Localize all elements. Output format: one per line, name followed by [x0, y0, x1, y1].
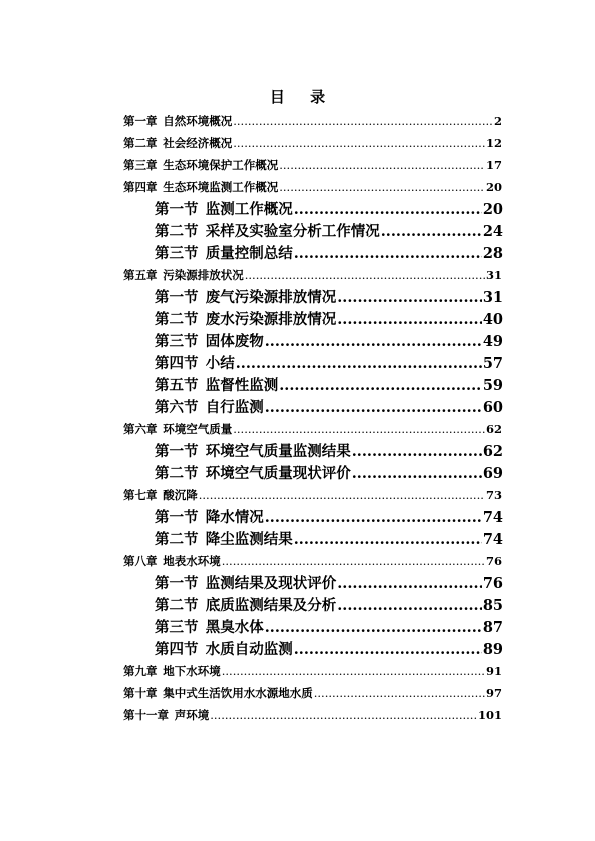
toc-entry-number: 第三节	[155, 333, 199, 350]
toc-leader-dots	[337, 575, 482, 592]
toc-entry-number: 第七章	[123, 488, 158, 502]
toc-entry-page: 49	[482, 333, 503, 350]
toc-leader-dots	[352, 465, 482, 482]
toc-entry-page: 40	[482, 311, 503, 328]
toc-entry-section[interactable]	[155, 638, 503, 659]
toc-entry-page: 12	[485, 136, 502, 150]
toc-entry-title: 地表水环境	[163, 554, 221, 568]
toc-leader-dots	[265, 619, 482, 636]
toc-entry-page: 60	[482, 399, 503, 416]
toc-leader-dots	[199, 488, 485, 502]
toc-entry-section[interactable]	[155, 440, 503, 461]
toc-entry-number: 第二节	[155, 597, 199, 614]
toc-entry-page: 74	[482, 509, 503, 526]
toc-entry-section[interactable]	[155, 396, 503, 417]
toc-leader-dots	[233, 136, 485, 150]
toc-entry-page: 17	[485, 158, 502, 172]
toc-entry-number: 第十章	[123, 686, 158, 700]
toc-entry-title: 降水情况	[205, 509, 264, 526]
toc-entry-title: 地下水环境	[163, 664, 221, 678]
toc-entry-section[interactable]	[155, 308, 503, 329]
toc-entry-page: 2	[493, 114, 502, 128]
toc-entry-page: 89	[482, 641, 503, 658]
toc-entry-number: 第四节	[155, 641, 199, 658]
toc-leader-dots	[294, 245, 482, 262]
toc-entry-number: 第一节	[155, 509, 199, 526]
toc-entry-number: 第九章	[123, 664, 158, 678]
toc-entry-title: 监测工作概况	[205, 201, 293, 218]
toc-entry-number: 第二章	[123, 136, 158, 150]
toc-entry-title: 底质监测结果及分析	[205, 597, 337, 614]
toc-entry-title: 黑臭水体	[205, 619, 264, 636]
toc-entry-number: 第二节	[155, 311, 199, 328]
toc-entry-number: 第八章	[123, 554, 158, 568]
toc-title: 目 录	[269, 88, 336, 106]
toc-entry-chapter-7[interactable]	[123, 487, 502, 503]
toc-entry-section[interactable]	[155, 330, 503, 351]
toc-entry-page: 76	[482, 575, 503, 592]
toc-entry-number: 第四章	[123, 180, 158, 194]
toc-entry-page: 62	[482, 443, 503, 460]
toc-entry-page: 74	[482, 531, 503, 548]
toc-entry-section[interactable]	[155, 572, 503, 593]
toc-entry-page: 31	[485, 268, 502, 282]
toc-entry-chapter-10[interactable]	[123, 685, 502, 701]
toc-entry-page: 59	[482, 377, 503, 394]
toc-entry-section[interactable]	[155, 594, 503, 615]
toc-entry-page: 69	[482, 465, 503, 482]
toc-entry-title: 固体废物	[205, 333, 264, 350]
toc-leader-dots	[222, 664, 485, 678]
toc-entry-page: 62	[485, 422, 502, 436]
toc-leader-dots	[233, 422, 485, 436]
toc-entry-chapter-2[interactable]	[123, 135, 502, 151]
toc-entry-page: 91	[485, 664, 502, 678]
toc-entry-number: 第六章	[123, 422, 158, 436]
toc-leader-dots	[337, 311, 482, 328]
toc-entry-number: 第五节	[155, 377, 199, 394]
toc-entry-chapter-11[interactable]	[123, 707, 502, 723]
toc-leader-dots	[381, 223, 482, 240]
toc-entry-page: 57	[482, 355, 503, 372]
toc-entry-title: 环境空气质量	[163, 422, 233, 436]
toc-leader-dots	[265, 509, 482, 526]
toc-entry-page: 20	[485, 180, 502, 194]
toc-entry-chapter-8[interactable]	[123, 553, 502, 569]
toc-entry-title: 监测结果及现状评价	[205, 575, 337, 592]
toc-entry-title: 自然环境概况	[163, 114, 233, 128]
toc-leader-dots	[279, 158, 485, 172]
toc-entry-title: 生态环境监测工作概况	[163, 180, 279, 194]
toc-entry-section[interactable]	[155, 198, 503, 219]
toc-leader-dots	[265, 399, 482, 416]
toc-entry-section[interactable]	[155, 374, 503, 395]
toc-leader-dots	[279, 377, 482, 394]
toc-leader-dots	[294, 201, 482, 218]
toc-entry-title: 污染源排放状况	[163, 268, 244, 282]
toc-entry-page: 76	[485, 554, 502, 568]
toc-leader-dots	[337, 597, 482, 614]
toc-leader-dots	[265, 333, 482, 350]
toc-entry-section[interactable]	[155, 528, 503, 549]
toc-entry-page: 97	[485, 686, 502, 700]
toc-leader-dots	[294, 531, 482, 548]
toc-entry-title: 废水污染源排放情况	[205, 311, 337, 328]
toc-entry-title: 降尘监测结果	[205, 531, 293, 548]
toc-entry-page: 28	[482, 245, 503, 262]
toc-leader-dots	[233, 114, 493, 128]
toc-entry-number: 第二节	[155, 531, 199, 548]
toc-entry-number: 第六节	[155, 399, 199, 416]
toc-entry-title: 采样及实验室分析工作情况	[205, 223, 380, 240]
toc-entry-chapter-6[interactable]	[123, 421, 502, 437]
toc-entry-section[interactable]	[155, 506, 503, 527]
toc-leader-dots	[314, 686, 485, 700]
toc-entry-section[interactable]	[155, 242, 503, 263]
toc-entry-section[interactable]	[155, 462, 503, 483]
toc-entry-number: 第一节	[155, 201, 199, 218]
toc-entry-chapter-3[interactable]	[123, 157, 502, 173]
toc-entry-number: 第三章	[123, 158, 158, 172]
toc-entry-section[interactable]	[155, 616, 503, 637]
toc-entry-page: 31	[482, 289, 503, 306]
toc-entry-page: 87	[482, 619, 503, 636]
toc-entry-number: 第一章	[123, 114, 158, 128]
toc-entry-chapter-5[interactable]	[123, 267, 502, 283]
toc-leader-dots	[337, 289, 482, 306]
toc-leader-dots	[352, 443, 482, 460]
toc-leader-dots	[222, 554, 485, 568]
toc-entry-title: 环境空气质量监测结果	[205, 443, 351, 460]
toc-entry-chapter-1[interactable]	[123, 113, 502, 129]
toc-entry-number: 第三节	[155, 245, 199, 262]
toc-leader-dots	[236, 355, 482, 372]
toc-entry-page: 85	[482, 597, 503, 614]
toc-entry-title: 生态环境保护工作概况	[163, 158, 279, 172]
toc-entry-section[interactable]	[155, 220, 503, 241]
toc-entry-page: 20	[482, 201, 503, 218]
toc-entry-title: 社会经济概况	[163, 136, 233, 150]
toc-entry-title: 集中式生活饮用水水源地水质	[163, 686, 313, 700]
toc-entry-chapter-4[interactable]	[123, 179, 502, 195]
toc-entry-page: 73	[485, 488, 502, 502]
toc-entry-chapter-9[interactable]	[123, 663, 502, 679]
toc-leader-dots	[245, 268, 485, 282]
toc-entry-page: 101	[477, 708, 502, 722]
toc-entry-title: 自行监测	[205, 399, 264, 416]
toc-leader-dots	[210, 708, 477, 722]
toc-entry-number: 第四节	[155, 355, 199, 372]
toc-entry-title: 废气污染源排放情况	[205, 289, 337, 306]
toc-entry-number: 第三节	[155, 619, 199, 636]
toc-entry-title: 监督性监测	[205, 377, 279, 394]
toc-entry-title: 小结	[205, 355, 235, 372]
toc-entry-number: 第二节	[155, 465, 199, 482]
toc-entry-section[interactable]	[155, 352, 503, 373]
toc-entry-title: 水质自动监测	[205, 641, 293, 658]
toc-entry-title: 声环境	[174, 708, 210, 722]
toc-entry-number: 第一节	[155, 443, 199, 460]
toc-leader-dots	[294, 641, 482, 658]
toc-entry-section[interactable]	[155, 286, 503, 307]
toc-entry-number: 第一节	[155, 289, 199, 306]
toc-entry-number: 第二节	[155, 223, 199, 240]
toc-entry-page: 24	[482, 223, 503, 240]
toc-entry-title: 质量控制总结	[205, 245, 293, 262]
toc-leader-dots	[279, 180, 485, 194]
toc-entry-title: 酸沉降	[163, 488, 198, 502]
toc-entry-number: 第十一章	[123, 708, 169, 722]
toc-entry-number: 第一节	[155, 575, 199, 592]
toc-entry-title: 环境空气质量现状评价	[205, 465, 351, 482]
toc-entry-number: 第五章	[123, 268, 158, 282]
